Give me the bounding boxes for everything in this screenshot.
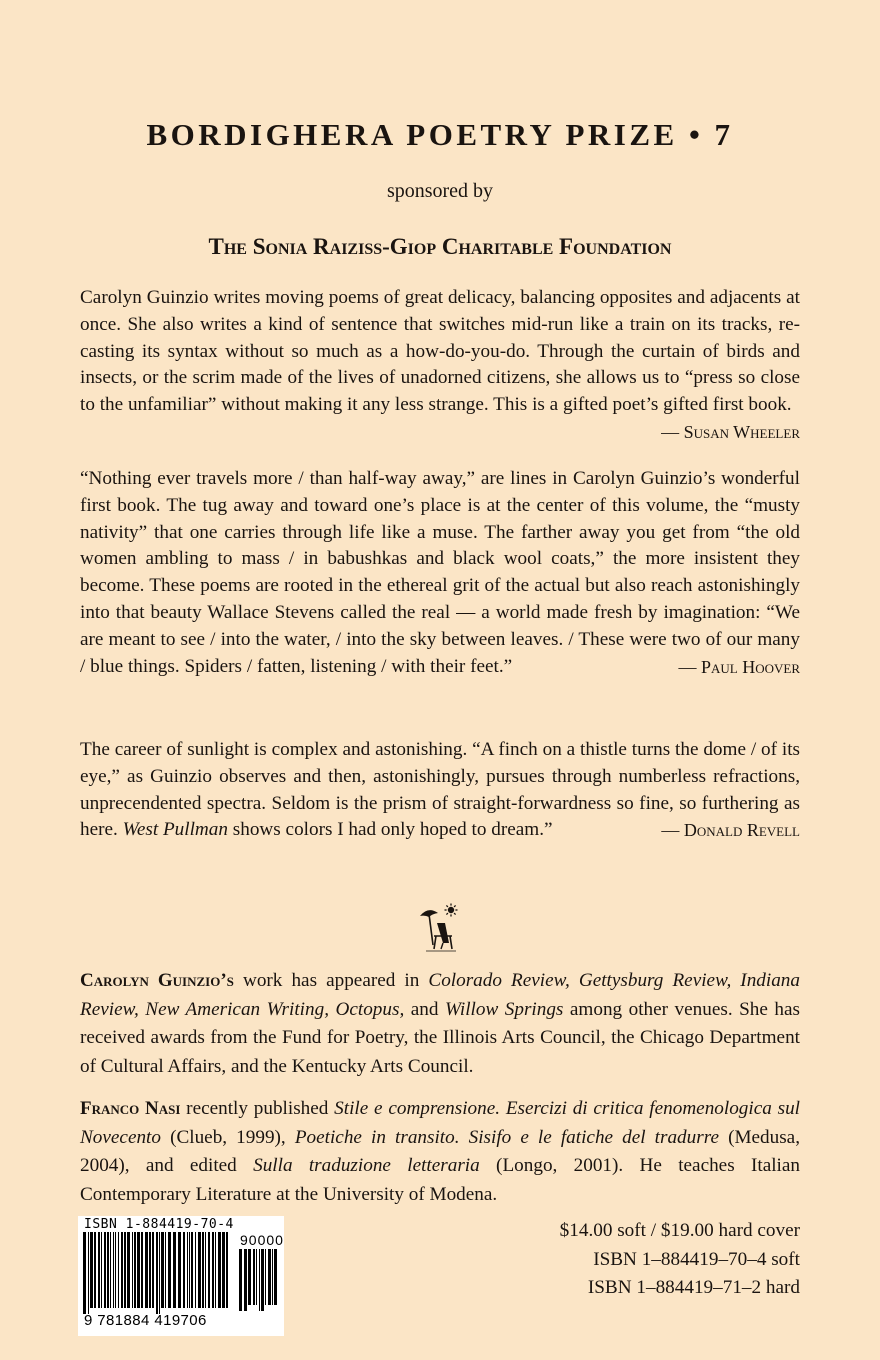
barcode-bar	[107, 1232, 109, 1308]
barcode-bar	[208, 1232, 210, 1308]
barcode-bar	[183, 1232, 185, 1308]
barcode-bar	[137, 1232, 140, 1308]
barcode-bar	[156, 1232, 158, 1314]
barcode-bar	[98, 1232, 100, 1308]
barcode-addon-bars	[238, 1249, 280, 1311]
journal-name: Willow Springs	[444, 998, 564, 1020]
barcode-bar	[256, 1249, 257, 1305]
barcode-bar	[195, 1232, 196, 1308]
blurb-hoover	[80, 466, 800, 680]
barcode-bar	[88, 1232, 89, 1314]
book-title: Poetiche in transito. Sisifo e le fatiche del tradurre	[294, 1126, 719, 1148]
blurb-text: Carolyn Guinzio writes moving poems of great delicacy, balancing opposites and adjacents at once. She also writes a kind of sentence that switches mid-run like a train on its tracks, re-casting its syntax without so much as a how-do-you-do. Through the curtain of birds and insects, or the scrim made of the lives of unadorned citizens, she allows us to “press so close to the unfamiliar” without making it any less strange. This is a gifted poet’s gifted first book.	[80, 287, 800, 416]
barcode-bar	[265, 1249, 266, 1305]
barcode-bar	[218, 1232, 221, 1308]
barcode-bar	[110, 1232, 111, 1308]
barcode-bar	[121, 1232, 123, 1308]
barcode-bar	[244, 1249, 247, 1311]
barcode-bar	[124, 1232, 126, 1308]
barcode-bar	[83, 1232, 86, 1314]
blurb-wheeler	[80, 285, 800, 446]
barcode-bar	[226, 1232, 228, 1308]
blurb-author: — Donald Revell	[661, 820, 800, 841]
beach-umbrella-chair-icon	[416, 903, 460, 953]
barcode-bar	[173, 1232, 176, 1308]
book-title: Sulla traduzione letteraria	[253, 1155, 480, 1176]
barcode-bar	[113, 1232, 114, 1308]
bio-text: and	[404, 998, 445, 1020]
bio-text: (Clueb, 1999),	[160, 1126, 295, 1148]
translator-name: Franco Nasi	[80, 1098, 181, 1119]
barcode-bar	[94, 1232, 96, 1308]
barcode-bar	[259, 1249, 260, 1311]
barcode-bar	[145, 1232, 148, 1308]
blurb-text: “Nothing ever travels more / than half-way away,” are lines in Carolyn Guinzio’s wonderful first book. The tug away and toward one’s place is at the center of this volume, the “musty nativity” that one carries through life like a muse. The farther away you get from “the old women ambling to mass / in babushkas and black wool coats,” the more insistent they become. These poems are rooted in the ethereal grit of the actual but also reach astonishingly into that beauty Wallace Stevens called the real — a world made fresh by imagination: “We are meant to see / into the water, / into the sky between leaves. / These were two of our many / blue things. Spiders / fatten, listening / with their feet.”	[80, 468, 800, 677]
barcode-bar	[90, 1232, 93, 1308]
barcode-bar	[178, 1232, 181, 1308]
barcode-bar	[115, 1232, 116, 1308]
barcode-bar	[152, 1232, 154, 1308]
barcode-bar	[198, 1232, 201, 1308]
barcode-bar	[191, 1232, 193, 1308]
barcode-bar	[141, 1232, 143, 1308]
barcode-bar	[248, 1249, 251, 1305]
barcode-bar	[205, 1232, 206, 1308]
barcode-bar	[161, 1232, 164, 1308]
author-name: Carolyn Guinzio’s	[80, 970, 234, 991]
barcode-bar	[215, 1232, 216, 1308]
barcode-isbn-label: ISBN 1-884419-70-4	[84, 1217, 234, 1232]
blurb-author: — Paul Hoover	[678, 656, 800, 677]
barcode-bar	[239, 1249, 242, 1311]
series-title: BORDIGHERA POETRY PRIZE • 7	[146, 117, 734, 152]
blurb-text: The career of sunlight is complex and astonishing. “A finch on a thistle turns the dome / of its eye,” as Guinzio observes and then, astonishingly, pursues through numberless refractions, unprecendented spectra. Seldom is the prism of straight-forwardness so fine, so furthering as here.	[80, 739, 800, 841]
isbn-soft: ISBN 1–884419–70–4 soft	[593, 1248, 800, 1270]
translator-bio	[80, 1095, 800, 1209]
barcode-bar	[272, 1249, 273, 1305]
bio-text: work has appeared in	[233, 970, 429, 991]
bio-text: (Medusa, 2004), and edited	[80, 1126, 800, 1176]
sponsored-by-label: sponsored by	[386, 180, 494, 202]
blurb-revell	[80, 737, 800, 844]
barcode-bar	[261, 1249, 264, 1311]
barcode-bar	[104, 1232, 106, 1308]
barcode-bar	[149, 1232, 151, 1308]
barcode-bar	[101, 1232, 102, 1308]
foundation-name: The Sonia Raiziss-Giop Charitable Foundation	[208, 234, 672, 259]
barcode-bar	[165, 1232, 166, 1308]
blurb-author: — Susan Wheeler	[661, 421, 800, 442]
barcode-bar	[189, 1232, 190, 1308]
barcode	[78, 1216, 284, 1336]
barcode-bar	[222, 1232, 225, 1308]
barcode-bar	[202, 1232, 204, 1308]
barcode-bar	[118, 1232, 119, 1308]
barcode-bars	[82, 1232, 232, 1314]
author-bio	[80, 967, 800, 1081]
barcode-bar	[127, 1232, 130, 1308]
barcode-bar	[268, 1249, 271, 1305]
barcode-bar	[274, 1249, 277, 1305]
barcode-digits: 9 781884 419706	[84, 1312, 207, 1329]
barcode-bar	[168, 1232, 171, 1308]
barcode-bar	[134, 1232, 136, 1308]
journal-list: Colorado Review, Gettysburg Review, Indiana Review, New American Writing, Octopus,	[80, 970, 800, 1020]
bio-text: (Longo, 2001). He teaches Italian Contemporary Literature at the University of Modena.	[80, 1155, 800, 1205]
isbn-hard: ISBN 1–884419–71–2 hard	[587, 1277, 800, 1298]
barcode-price-code: 90000	[240, 1232, 284, 1248]
bio-text: among other venues. She has received awards from the Fund for Poetry, the Illinois Arts Council, the Chicago Department of Cultural Affairs, and the Kentucky Arts Council.	[80, 998, 800, 1077]
barcode-bar	[253, 1249, 255, 1305]
blurb-text: shows colors I had only hoped to dream.”	[227, 819, 553, 841]
barcode-bar	[159, 1232, 160, 1314]
pricing-block	[560, 1217, 800, 1303]
barcode-bar	[132, 1232, 133, 1308]
book-title: Stile e comprensione. Esercizi di critica fenomenologica sul Novecento	[80, 1098, 801, 1148]
price: $14.00 soft / $19.00 hard cover	[559, 1220, 800, 1241]
barcode-bar	[212, 1232, 214, 1308]
bio-text: recently published	[180, 1098, 335, 1119]
barcode-bar	[187, 1232, 188, 1308]
book-title: West Pullman	[122, 819, 228, 841]
